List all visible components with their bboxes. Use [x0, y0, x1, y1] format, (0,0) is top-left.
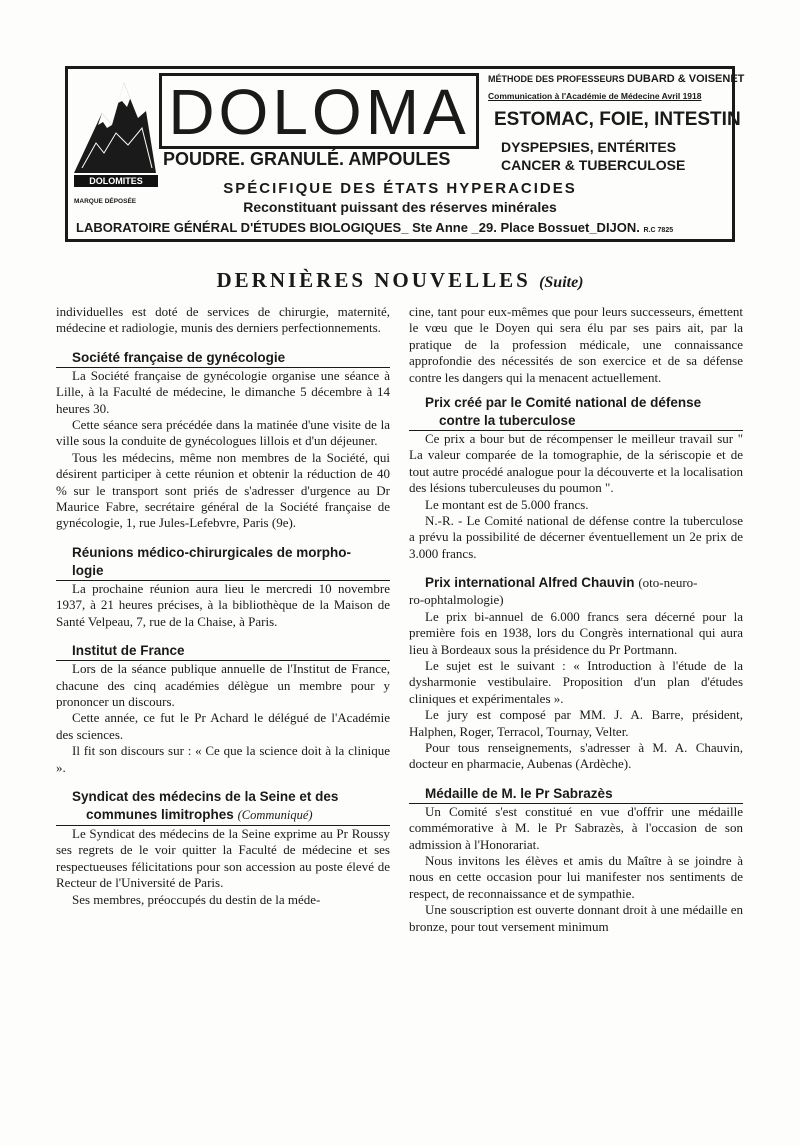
title-main: DERNIÈRES NOUVELLES [216, 268, 531, 292]
paragraph: Lors de la séance publique annuelle de l'Institut de France, chacune des cinq académies délègue un membre pour y prononcer un discours. [56, 661, 390, 709]
page-title [0, 268, 800, 293]
method-label: MÉTHODE DES PROFESSEURS [488, 74, 625, 84]
professors-names: DUBARD & VOISENET [627, 73, 745, 85]
left-intro: individuelles est doté de services de chirurgie, maternité, médecine et radiologie, munis des derniers perfectionnements. [56, 304, 390, 336]
paragraph: N.-R. - Le Comité national de défense contre la tuberculose a prévu la possibilité de décerner éventuellement un 2e prix de 3.000 francs. [409, 513, 743, 561]
left-column [56, 304, 390, 908]
chauvin-heading-cont: ro-ophtalmologie) [409, 592, 504, 608]
syndicat-heading-note: (Communiqué) [237, 807, 313, 822]
organs-line: ESTOMAC, FOIE, INTESTIN [494, 109, 741, 130]
paragraph: Pour tous renseignements, s'adresser à M. A. Chauvin, docteur en pharmacie, Aubenas (Ardèche). [409, 739, 743, 772]
section-heading-gynecologie: Société française de gynécologie [56, 349, 390, 368]
brand-box [159, 73, 479, 149]
method-line [488, 73, 744, 85]
specifique-line: SPÉCIFIQUE DES ÉTATS HYPERACIDES [223, 180, 577, 197]
paragraph: La Société française de gynécologie organise une séance à Lille, à la Faculté de médecine, le dimanche 5 décembre à 14 heures 30. [56, 367, 390, 416]
paragraph: Un Comité s'est constitué en vue d'offrir une médaille commémorative à M. le Pr Sabrazès, à l'occasion de son admission à l'Honorariat. [409, 803, 743, 852]
paragraph: Tous les médecins, même non membres de la Société, qui désirent participer à cette réunion et obtenir la réduction de 40 % sur le transport sont priés de s'adresser d'urgence au Dr Maurice Fabre, secrétaire général de la Société française de gynécologie, 1, rue Jules-Lefebvre, Paris (9e). [56, 449, 390, 531]
dyspepsies-line: DYSPEPSIES, ENTÉRITES [501, 139, 677, 155]
trademark-label: MARQUE DÉPOSÉE [74, 198, 137, 205]
section-heading-morphologie: Réunions médico-chirurgicales de morpho- [72, 544, 352, 560]
section-heading-medaille: Médaille de M. le Pr Sabrazès [409, 785, 743, 804]
doloma-advertisement [65, 66, 745, 242]
paragraph: Le montant est de 5.000 francs. [425, 496, 589, 512]
paragraph: Le prix bi-annuel de 6.000 francs sera décerné pour la première fois en 1938, lors du Congrès international qui aura lieu à Bordeaux sous la présidence du Pr Portmann. [409, 608, 743, 657]
paragraph: Cette année, ce fut le Pr Achard le délégué de l'Académie des sciences. [56, 710, 390, 742]
paragraph: Cette séance sera précédée dans la matinée d'une visite de la ville sous la conduite de gynécologues lillois et d'un déjeuner. [56, 417, 390, 449]
reconstituant-line: Reconstituant puissant des réserves minérales [243, 199, 557, 215]
section-heading-morphologie-cont: logie [56, 562, 390, 581]
chauvin-heading-text: Prix international Alfred Chauvin [425, 575, 635, 591]
communication-line: Communication à l'Académie de Médecine Avril 1918 [488, 91, 702, 101]
logo-label: DOLOMITES [74, 175, 158, 187]
laboratory-address [76, 220, 673, 235]
paragraph: Ce prix a bour but de récompenser le meilleur travail sur " La valeur comparée de la tomographie, de la sériscopie et de tout autre procédé analogue pour la découverte et la localisation des lésions tuberculeuses du poumon ". [409, 431, 743, 496]
paragraph: Ses membres, préoccupés du destin de la méde- [72, 891, 321, 907]
mountain-icon [72, 73, 158, 188]
section-heading-prix-tuberculose-cont: contre la tuberculose [409, 412, 743, 431]
paragraph: Le Syndicat des médecins de la Seine exprime au Pr Roussy ses regrets de le voir quitter la Faculté de médecine et ses respectueuses félicitations pour son accession au poste élevé de Recteur de l'Université de Paris. [56, 825, 390, 891]
brand-name: DOLOMA [168, 76, 470, 148]
title-suite: (Suite) [539, 274, 584, 291]
section-heading-syndicat-cont [56, 806, 390, 826]
section-heading-prix-chauvin [409, 574, 743, 592]
cancer-line: CANCER & TUBERCULOSE [501, 157, 686, 173]
rc-number: R.C 7825 [643, 227, 674, 234]
syndicat-heading-text: communes limitrophes [86, 806, 234, 822]
section-heading-institut: Institut de France [56, 642, 390, 661]
paragraph: Le sujet est le suivant : « Introduction à l'étude de la dysharmonie vestibulaire. Proposition d'un plan d'études cliniques et expérimentales ». [409, 657, 743, 706]
chauvin-heading-note: (oto-neuro- [638, 575, 698, 591]
right-column [409, 304, 743, 935]
paragraph: Nous invitons les élèves et amis du Maître à se joindre à nous en cette occasion pour lui manifester nos sentiments de respect, de reconnaissance et de sympathie. [409, 852, 743, 901]
laboratory-text: LABORATOIRE GÉNÉRAL D'ÉTUDES BIOLOGIQUES_ Ste Anne _29. Place Bossuet_DIJON. [76, 220, 640, 235]
section-heading-prix-tuberculose: Prix créé par le Comité national de défense [425, 395, 702, 411]
paragraph: La prochaine réunion aura lieu le mercredi 10 novembre 1937, à 21 heures précises, à la bibliothèque de la Maison de Santé Velpeau, 7, rue de la Chaise, à Paris. [56, 580, 390, 629]
paragraph: Le jury est composé par MM. J. A. Barre, président, Halphen, Roger, Terracol, Tournay, Velter. [409, 707, 743, 739]
section-heading-syndicat: Syndicat des médecins de la Seine et des [72, 788, 339, 804]
paragraph: Il fit son discours sur : « Ce que la science doit à la clinique ». [56, 743, 390, 775]
paragraph: Une souscription est ouverte donnant droit à une médaille en bronze, pour tout versement minimum [409, 902, 743, 934]
product-forms: POUDRE. GRANULÉ. AMPOULES [163, 149, 451, 169]
right-intro: cine, tant pour eux-mêmes que pour leurs successeurs, émettent le vœu que le Doyen qui sera élu par ses pairs ait, par la pratique de la profession médicale, une connaissance approfondie des nécessités de son exercice et de sa défense contre les dangers qui la menacent actuellement. [409, 304, 743, 385]
